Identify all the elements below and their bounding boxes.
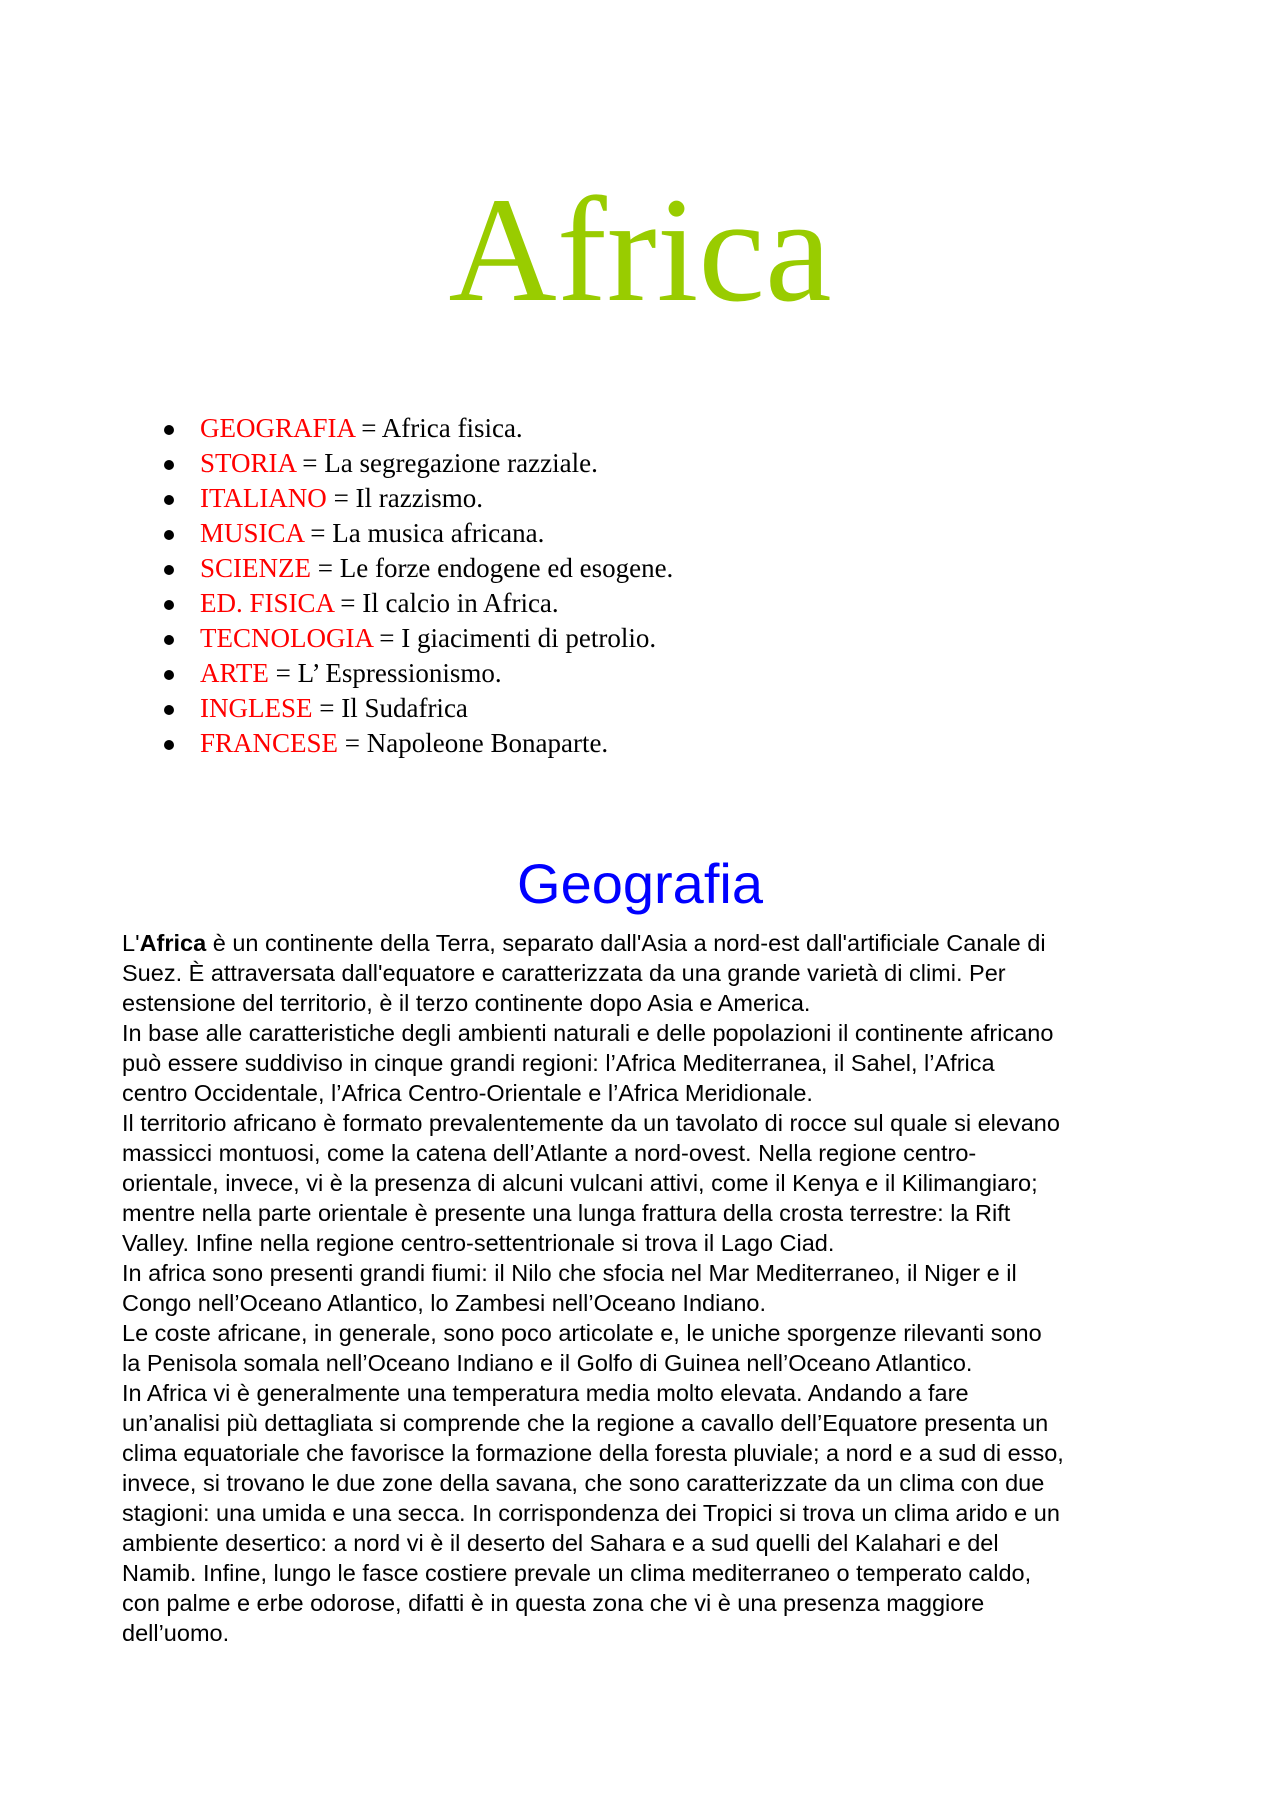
- subject-topic: = Il razzismo.: [326, 483, 483, 513]
- bullet-icon: [164, 635, 174, 645]
- list-item: [200, 621, 673, 656]
- subject-name: SCIENZE: [200, 553, 311, 583]
- bullet-icon: [164, 565, 174, 575]
- geografia-text: [122, 928, 1172, 1648]
- text-line: In africa sono presenti grandi fiumi: il Nilo che sfocia nel Mar Mediterraneo, il Niger e il: [122, 1260, 1017, 1286]
- subject-name: TECNOLOGIA: [200, 623, 373, 653]
- text-prefix: L': [122, 930, 140, 956]
- subject-name: ED. FISICA: [200, 588, 334, 618]
- subject-topic: = Il calcio in Africa.: [333, 588, 559, 618]
- text-line: Valley. Infine nella regione centro-settentrionale si trova il Lago Ciad.: [122, 1230, 835, 1256]
- subject-topic: = Le forze endogene ed esogene.: [311, 553, 674, 583]
- text-line: invece, si trovano le due zone della savana, che sono caratterizzate da un clima con due: [122, 1470, 1045, 1496]
- subject-topic: = La musica africana.: [303, 518, 545, 548]
- list-item: [200, 516, 673, 551]
- text-line: centro Occidentale, l’Africa Centro-Orientale e l’Africa Meridionale.: [122, 1080, 813, 1106]
- subject-name: MUSICA: [200, 518, 304, 548]
- bullet-icon: [164, 705, 174, 715]
- list-item: [200, 551, 673, 586]
- subject-list: [200, 411, 673, 761]
- list-item: [200, 446, 673, 481]
- bullet-icon: [164, 460, 174, 470]
- subject-topic: = La segregazione razziale.: [295, 448, 598, 478]
- bold-term: Africa: [139, 930, 207, 956]
- subject-topic: = L’ Espressionismo.: [268, 658, 502, 688]
- subject-topic: = Napoleone Bonaparte.: [338, 728, 609, 758]
- text-line: Suez. È attraversata dall'equatore e caratterizzata da una grande varietà di climi. Per: [122, 960, 1006, 986]
- subject-name: ARTE: [200, 658, 269, 688]
- text-line: massicci montuosi, come la catena dell’Atlante a nord-ovest. Nella regione centro-: [122, 1140, 977, 1166]
- section-title: Geografia: [517, 852, 763, 915]
- text-line: con palme e erbe odorose, difatti è in questa zona che vi è una presenza maggiore: [122, 1590, 985, 1616]
- text-line: Congo nell’Oceano Atlantico, lo Zambesi nell’Oceano Indiano.: [122, 1290, 767, 1316]
- subject-name: FRANCESE: [200, 728, 339, 758]
- text-line: [122, 928, 1172, 958]
- text-line: ambiente desertico: a nord vi è il deserto del Sahara e a sud quelli del Kalahari e del: [122, 1530, 999, 1556]
- text-line: In Africa vi è generalmente una temperatura media molto elevata. Andando a fare: [122, 1380, 969, 1406]
- subject-topic: = I giacimenti di petrolio.: [372, 623, 657, 653]
- text-line: clima equatoriale che favorisce la formazione della foresta pluviale; a nord e a sud di esso,: [122, 1440, 1064, 1466]
- text-line: un’analisi più dettagliata si comprende che la regione a cavallo dell’Equatore presenta un: [122, 1410, 1049, 1436]
- bullet-icon: [164, 670, 174, 680]
- bullet-icon: [164, 495, 174, 505]
- bullet-icon: [164, 425, 174, 435]
- text-line: In base alle caratteristiche degli ambienti naturali e delle popolazioni il continente africano: [122, 1020, 1054, 1046]
- bullet-icon: [164, 530, 174, 540]
- subject-name: STORIA: [200, 448, 296, 478]
- text-rest: è un continente della Terra, separato dall'Asia a nord-est dall'artificiale Canale di: [206, 930, 1046, 956]
- text-line: dell’uomo.: [122, 1620, 230, 1646]
- list-item: [200, 726, 673, 761]
- subject-name: GEOGRAFIA: [200, 413, 355, 443]
- text-line: Le coste africane, in generale, sono poco articolate e, le uniche sporgenze rilevanti sono: [122, 1320, 1042, 1346]
- subject-topic: = Africa fisica.: [354, 413, 523, 443]
- bullet-icon: [164, 740, 174, 750]
- text-line: può essere suddiviso in cinque grandi regioni: l’Africa Mediterranea, il Sahel, l’Africa: [122, 1050, 995, 1076]
- list-item: [200, 586, 673, 621]
- text-line: estensione del territorio, è il terzo continente dopo Asia e America.: [122, 990, 811, 1016]
- page-title: Africa: [448, 167, 832, 333]
- subject-name: INGLESE: [200, 693, 313, 723]
- text-line: Namib. Infine, lungo le fasce costiere prevale un clima mediterraneo o temperato caldo,: [122, 1560, 1032, 1586]
- bullet-icon: [164, 600, 174, 610]
- text-line: Il territorio africano è formato prevalentemente da un tavolato di rocce sul quale si elevano: [122, 1110, 1060, 1136]
- text-line: orientale, invece, vi è la presenza di alcuni vulcani attivi, come il Kenya e il Kilimangiaro;: [122, 1170, 1038, 1196]
- subject-name: ITALIANO: [200, 483, 327, 513]
- list-item: [200, 691, 673, 726]
- text-line: la Penisola somala nell’Oceano Indiano e il Golfo di Guinea nell’Oceano Atlantico.: [122, 1350, 973, 1376]
- text-line: mentre nella parte orientale è presente una lunga frattura della crosta terrestre: la Rift: [122, 1200, 1011, 1226]
- list-item: [200, 656, 673, 691]
- subject-topic: = Il Sudafrica: [312, 693, 468, 723]
- text-line: stagioni: una umida e una secca. In corrispondenza dei Tropici si trova un clima arido e un: [122, 1500, 1060, 1526]
- list-item: [200, 481, 673, 516]
- list-item: [200, 411, 673, 446]
